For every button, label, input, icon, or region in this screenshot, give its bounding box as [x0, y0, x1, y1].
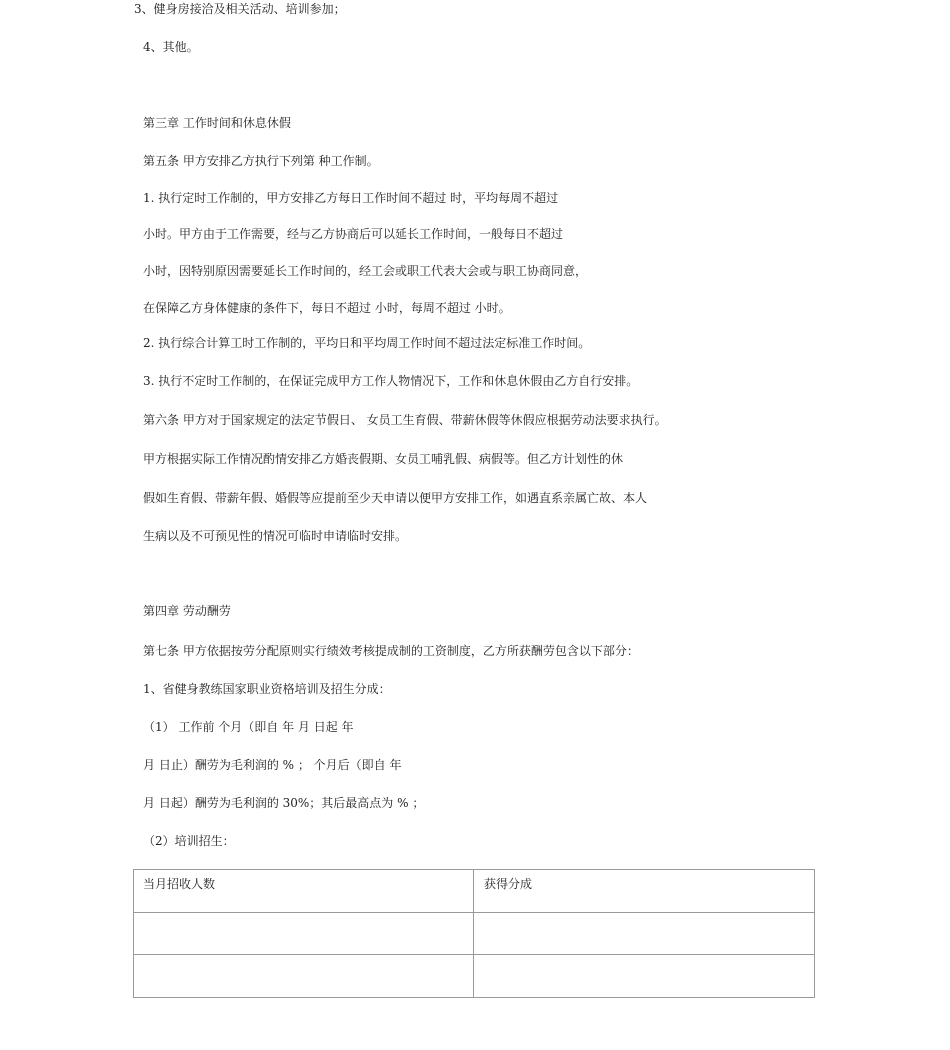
header-commission-share: 获得分成: [484, 877, 533, 891]
article-6-cont: 生病以及不可预见性的情况可临时申请临时安排。: [143, 529, 408, 543]
article-7-item-1-sub1-cont: 月 日起）酬劳为毛利润的 30%；其后最高点为 % ；: [143, 796, 425, 810]
article-5-item-3: 3. 执行不定时工作制的，在保证完成甲方工作人物情况下，工作和休息休假由乙方自行安排。: [143, 374, 639, 388]
chapter-heading-3: 第三章 工作时间和休息休假: [143, 116, 291, 130]
article-5-item-1-cont: 在保障乙方身体健康的条件下，每日不超过 小时，每周不超过 小时。: [143, 301, 511, 315]
table-header-cell: [474, 870, 815, 913]
cell-text: [474, 913, 814, 919]
table-cell: [474, 913, 815, 955]
cell-text: [474, 955, 814, 961]
article-5-item-2: 2. 执行综合计算工时工作制的，平均日和平均周工作时间不超过法定标准工作时间。: [143, 336, 591, 350]
header-monthly-enrollment: 当月招收人数: [143, 877, 216, 891]
table-row: [134, 955, 815, 998]
article-7-item-1-sub1-cont: 月 日止）酬劳为毛利润的 % ； 个月后（即自 年: [143, 758, 402, 772]
list-item-3: 3、健身房接洽及相关活动、培训参加；: [134, 2, 346, 16]
cell-text: [134, 955, 473, 961]
article-7-item-1: 1、省健身教练国家职业资格培训及招生分成：: [143, 682, 391, 696]
table-cell: [474, 955, 815, 998]
table-cell: [134, 955, 474, 998]
table-header-cell: [134, 870, 474, 913]
table-row: [134, 913, 815, 955]
article-6-cont: 甲方根据实际工作情况酌情安排乙方婚丧假期、女员工哺乳假、病假等。但乙方计划性的休: [143, 452, 624, 466]
article-5-item-1-cont: 小时。甲方由于工作需要，经与乙方协商后可以延长工作时间，一般每日不超过: [143, 227, 564, 241]
article-7: 第七条 甲方依据按劳分配原则实行绩效考核提成制的工资制度，乙方所获酬劳包含以下部分：: [143, 644, 639, 658]
commission-table: [133, 869, 815, 998]
table-header-row: [134, 870, 815, 913]
cell-text: [134, 913, 473, 919]
list-item-4: 4、其他。: [143, 40, 199, 54]
article-5: 第五条 甲方安排乙方执行下列第 种工作制。: [143, 154, 379, 168]
article-7-item-1-sub2: （2）培训招生：: [143, 834, 235, 848]
article-5-item-1: 1. 执行定时工作制的，甲方安排乙方每日工作时间不超过 时，平均每周不超过: [143, 191, 559, 205]
article-6: 第六条 甲方对于国家规定的法定节假日、 女员工生育假、带薪休假等休假应根据劳动法要求执行。: [143, 413, 667, 427]
article-6-cont: 假如生育假、带薪年假、婚假等应提前至少天申请以便甲方安排工作，如遇直系亲属亡故、本人: [143, 491, 648, 505]
article-7-item-1-sub1: （1） 工作前 个月（即自 年 月 日起 年: [143, 720, 354, 734]
article-5-item-1-cont: 小时，因特别原因需要延长工作时间的，经工会或职工代表大会或与职工协商同意，: [143, 264, 588, 278]
table-cell: [134, 913, 474, 955]
chapter-heading-4: 第四章 劳动酬劳: [143, 604, 231, 618]
